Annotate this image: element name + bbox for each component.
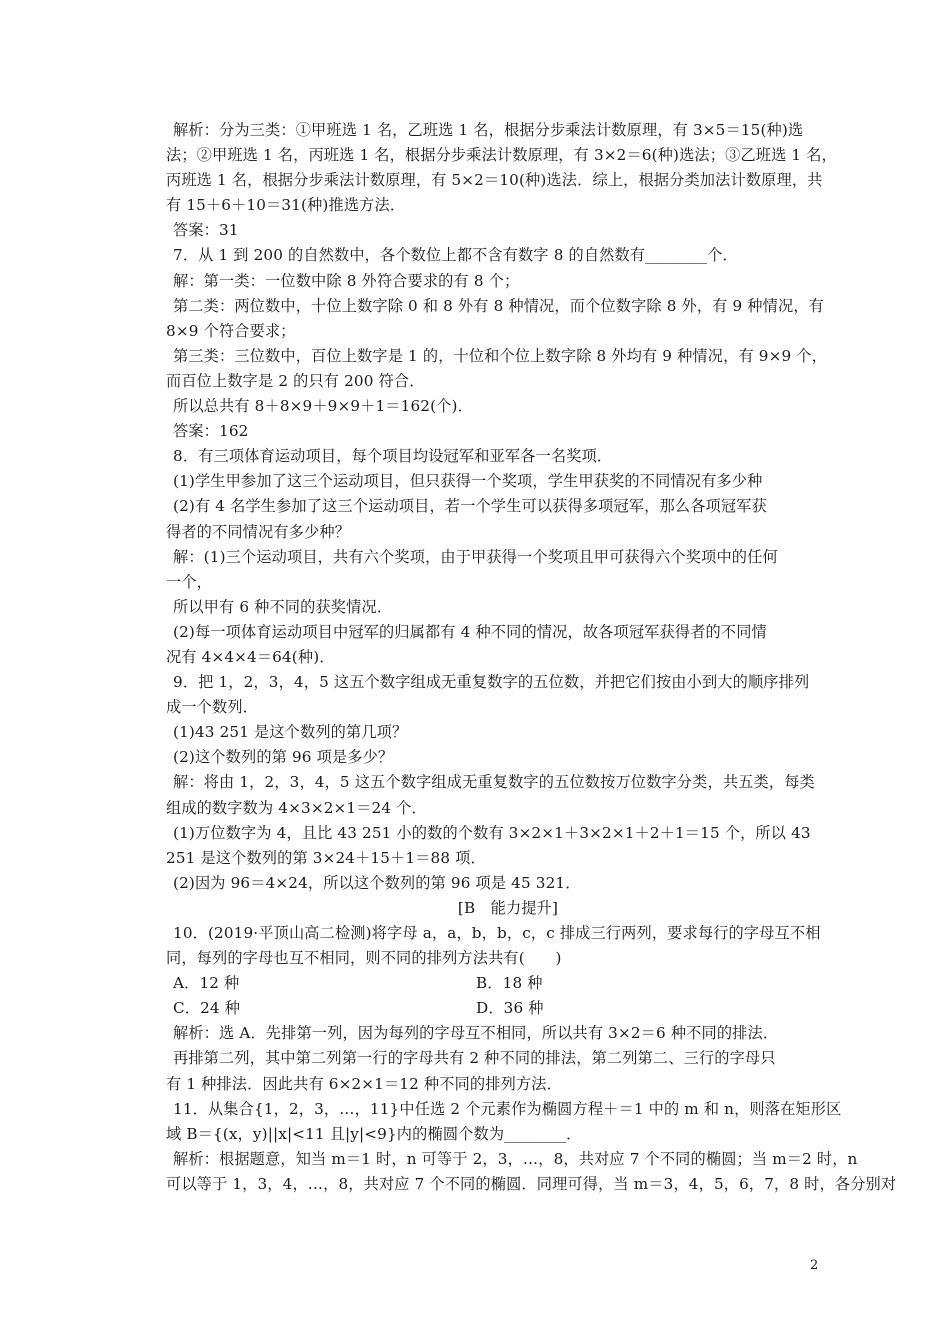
text-line: 所以总共有 8＋8×9＋9×9＋1＝162(个)． [173, 397, 473, 416]
text-line: 组成的数字数为 4×3×2×1＝24 个． [166, 798, 427, 817]
text-line: 251 是这个数列的第 3×24＋15＋1＝88 项． [166, 848, 486, 867]
option-d: D．36 种 [476, 999, 544, 1018]
text-line: 第二类：两位数中，十位上数字除 0 和 8 外有 8 种情况，而个位数字除 8 外，有 9 种情况，有 [173, 296, 824, 315]
text-line: 可以等于 1，3，4，…，8，共对应 7 个不同的椭圆．同理可得，当 m＝3，4，5，6，7，8 时，各分别对 [166, 1174, 897, 1193]
text-line: 一个， [166, 572, 213, 591]
text-line: 域 B＝{(x，y)||x|<11 且|y|<9}内的椭圆个数为________． [166, 1124, 582, 1143]
answer-line: 答案：31 [173, 221, 239, 240]
text-line: (1)学生甲参加了这三个运动项目，但只获得一个奖项，学生甲获奖的不同情况有多少种 [173, 472, 763, 491]
text-line: 解析：选 A．先排第一列，因为每列的字母互不相同，所以共有 3×2＝6 种不同的排法． [173, 1024, 779, 1043]
options-row [166, 971, 818, 996]
question-10: 10．(2019·平顶山高二检测)将字母 a，a，b，b，c，c 排成三行两列，要求每行的字母互不相 [173, 924, 821, 942]
text-line: 解：(1)三个运动项目，共有六个奖项，由于甲获得一个奖项且甲可获得六个奖项中的任何 [173, 547, 778, 566]
option-c: C．24 种 [173, 999, 241, 1018]
text-line: 第三类：三位数中，百位上数字是 1 的，十位和个位上数字除 8 外均有 9 种情况，有 9×9 个， [173, 346, 827, 365]
section-heading: [B 能力提升] [457, 898, 559, 917]
question-7: 7．从 1 到 200 的自然数中，各个数位上都不含有数字 8 的自然数有________个． [173, 246, 738, 265]
text-line: (2)这个数列的第 96 项是多少？ [173, 748, 394, 767]
text-line: 解析：根据题意，知当 m＝1 时，n 可等于 2，3，…，8，共对应 7 个不同的椭圆；当 m＝2 时，n [173, 1149, 858, 1168]
text-line: 所以甲有 6 种不同的获奖情况． [173, 597, 393, 616]
text-line: 8×9 个符合要求； [166, 321, 296, 340]
page-number: 2 [810, 1258, 819, 1273]
answer-line: 答案：162 [173, 422, 249, 441]
options-row [166, 996, 818, 1021]
option-a: A．12 种 [173, 974, 240, 993]
text-line: 有 15＋6＋10＝31(种)推选方法． [166, 196, 406, 215]
question-11: 11．从集合{1，2，3，…，11}中任选 2 个元素作为椭圆方程＋＝1 中的 m 和 n，则落在矩形区 [173, 1099, 842, 1118]
text-line: 而百位上数字是 2 的只有 200 符合． [166, 371, 425, 390]
text-line: (2)有 4 名学生参加了这三个运动项目，若一个学生可以获得多项冠军，那么各项冠军获 [173, 497, 767, 516]
text-line: 得者的不同情况有多少种？ [166, 522, 351, 541]
page-content [166, 118, 897, 1197]
text-line: (2)每一项体育运动项目中冠军的归属都有 4 种不同的情况，故各项冠军获得者的不同情 [173, 622, 767, 641]
text-line: (2)因为 96＝4×24，所以这个数列的第 96 项是 45 321． [173, 873, 581, 892]
text-line: 解：将由 1，2，3，4，5 这五个数字组成无重复数字的五位数按万位数字分类，共五类，每类 [173, 773, 815, 792]
question-8: 8．有三项体育运动项目，每个项目均设冠军和亚军各一名奖项． [173, 447, 613, 466]
text-line: 成一个数列． [166, 698, 259, 717]
text-line: (1)43 251 是这个数列的第几项？ [173, 723, 408, 742]
text-line: 解析：分为三类：①甲班选 1 名，乙班选 1 名，根据分步乘法计数原理，有 3×5＝15(种)选 [173, 121, 804, 139]
text-line: 况有 4×4×4＝64(种)． [166, 647, 335, 666]
text-line: 同，每列的字母也互不相同，则不同的排列方法共有( ) [166, 949, 562, 968]
option-b: B．18 种 [476, 974, 543, 993]
text-line: (1)万位数字为 4，且比 43 251 小的数的个数有 3×2×1＋3×2×1＋2＋1＝15 个，所以 43 [173, 823, 811, 842]
text-line: 有 1 种排法．因此共有 6×2×1＝12 种不同的排列方法． [166, 1074, 562, 1093]
text-line: 解：第一类：一位数中除 8 外符合要求的有 8 个； [173, 271, 520, 290]
text-line: 法；②甲班选 1 名，丙班选 1 名，根据分步乘法计数原理，有 3×2＝6(种)选法；③乙班选 1 名， [166, 146, 837, 165]
text-line: 丙班选 1 名，根据分步乘法计数原理，有 5×2＝10(种)选法．综上，根据分类加法计数原理，共 [166, 171, 823, 190]
question-9: 9．把 1，2，3，4，5 这五个数字组成无重复数字的五位数，并把它们按由小到大的顺序排列 [173, 673, 810, 692]
text-line: 再排第二列，其中第二列第一行的字母共有 2 种不同的排法，第二列第二、三行的字母只 [173, 1049, 776, 1068]
